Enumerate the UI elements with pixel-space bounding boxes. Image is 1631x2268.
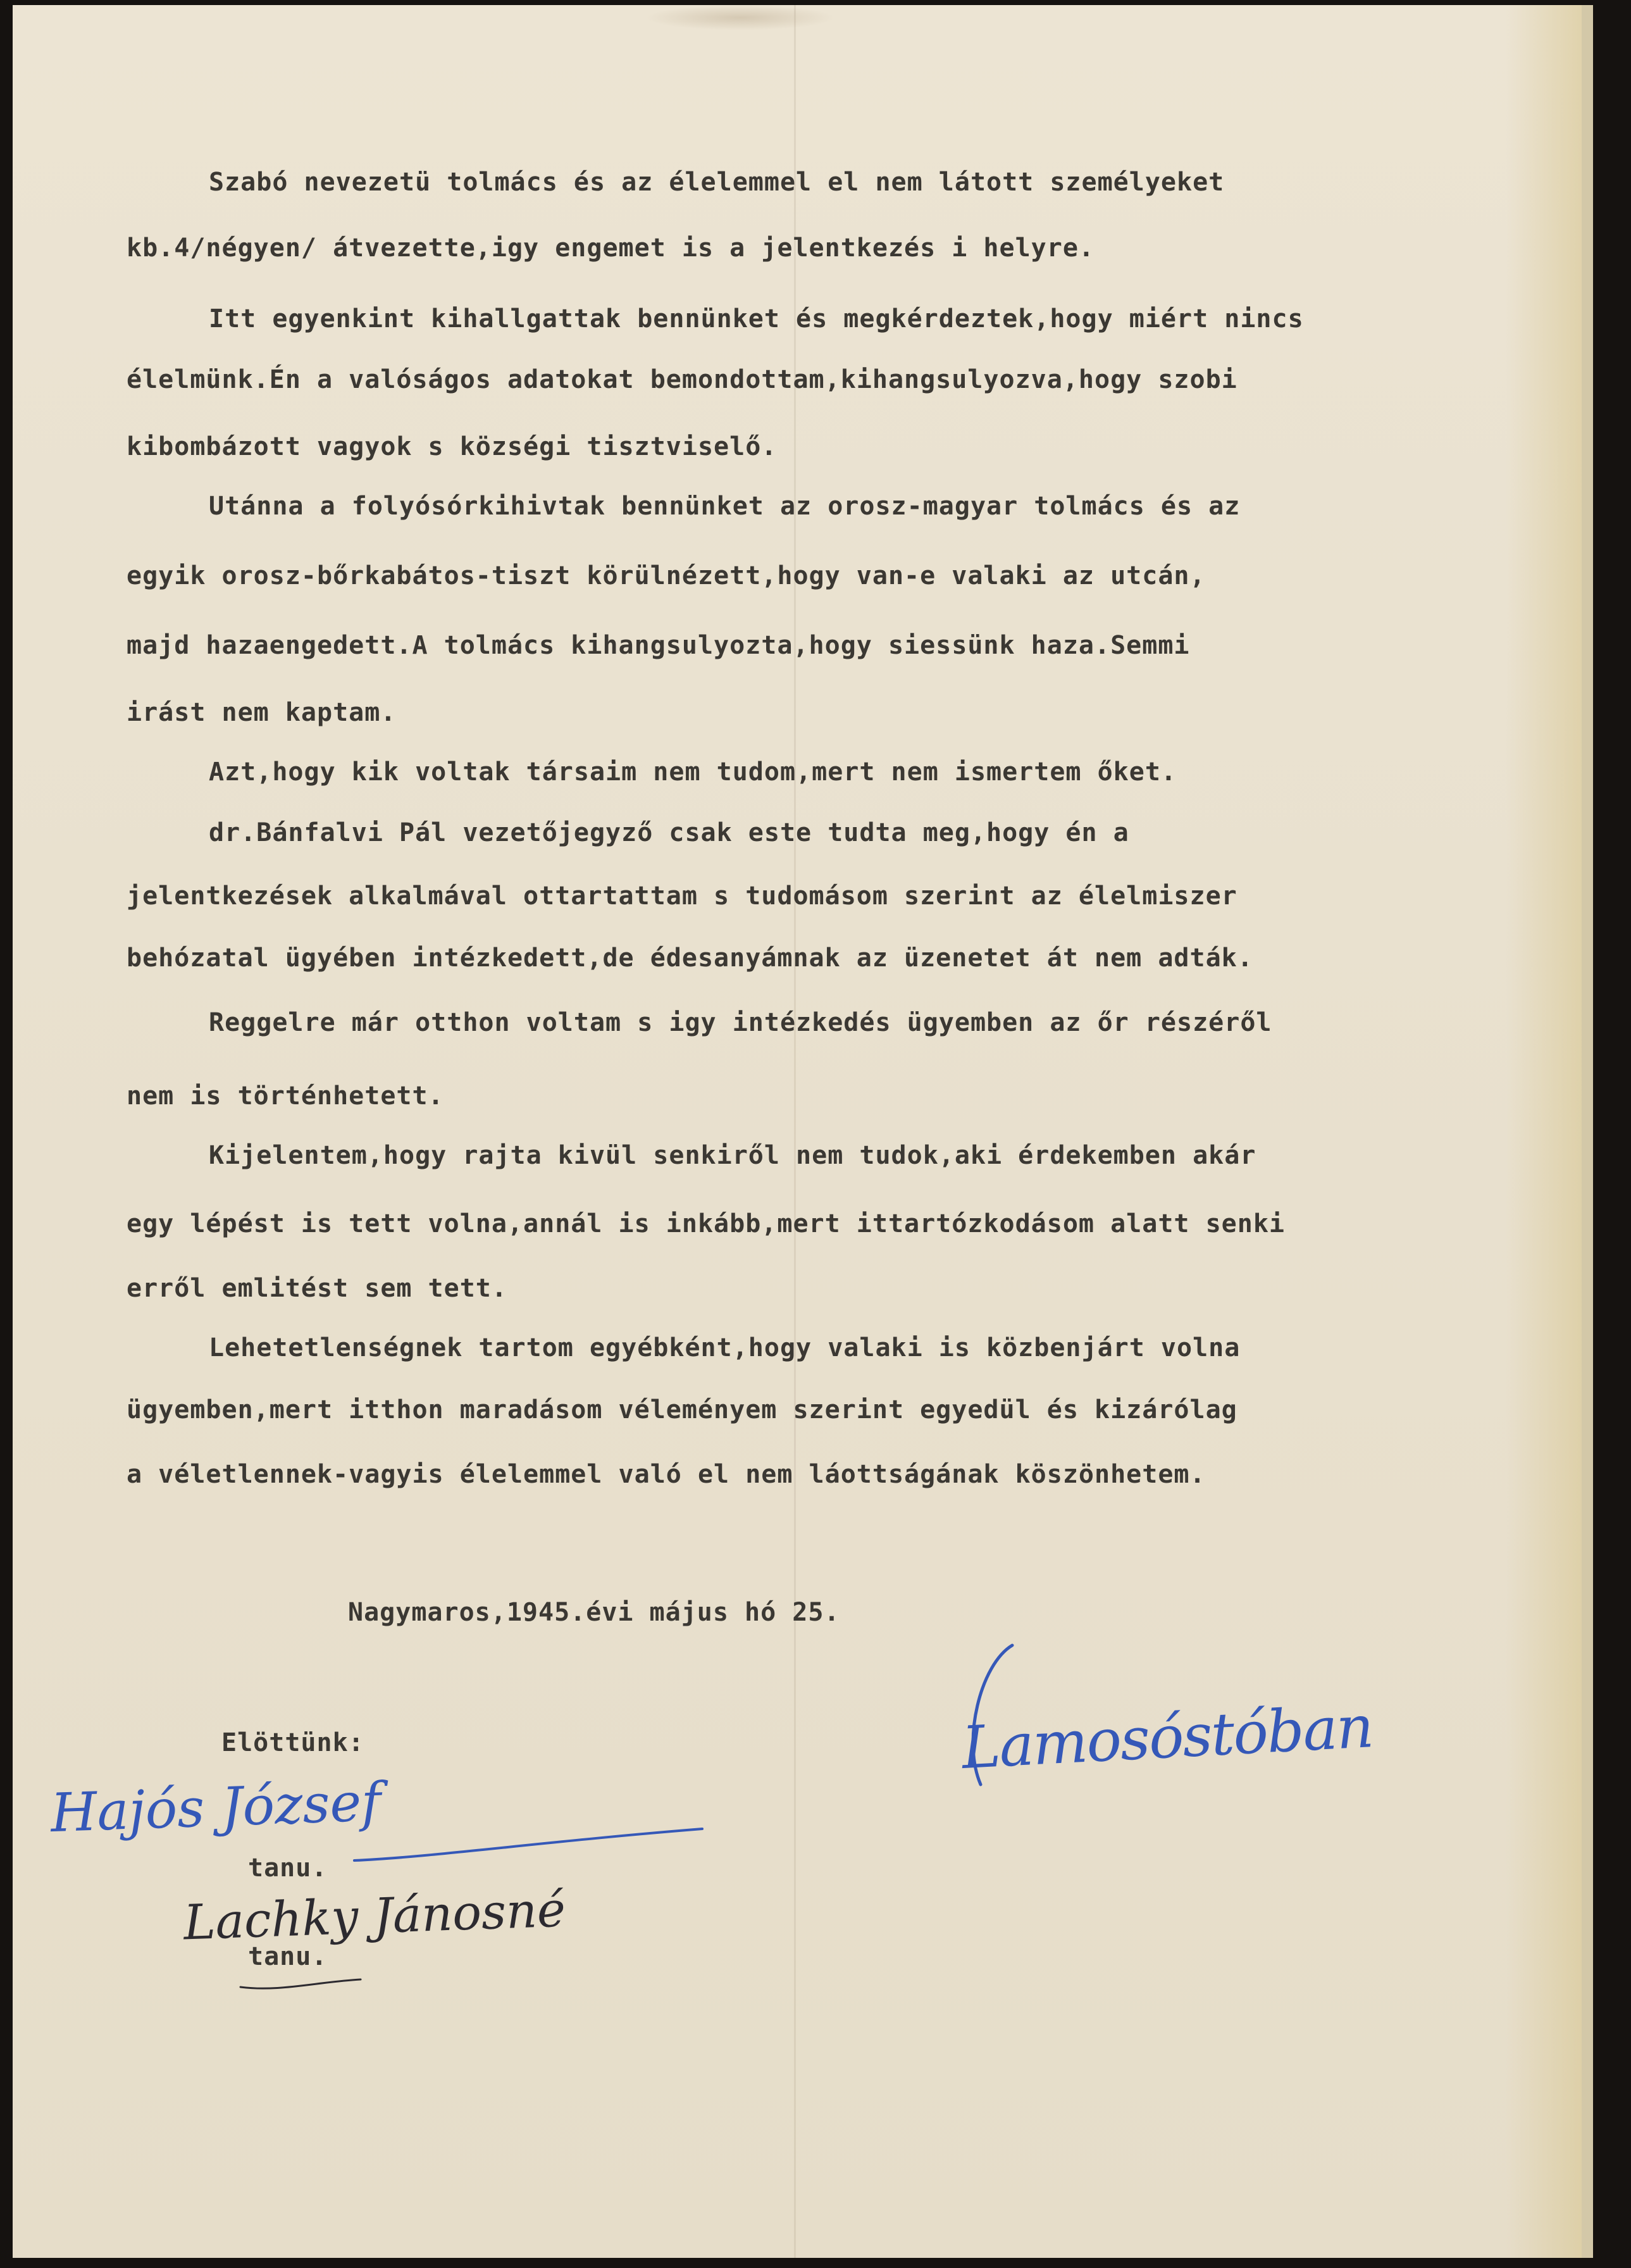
body-line-7: egyik orosz-bőrkabátos-tiszt körülnézett,hogy van-e valaki az utcán, <box>127 561 1206 590</box>
body-line-12: jelentkezések alkalmával ottartattam s tudomásom szerint az élelmiszer <box>127 882 1237 911</box>
body-line-1: Szabó nevezetü tolmács és az élelemmel el nem látott személyeket <box>209 168 1225 197</box>
body-line-10: Azt,hogy kik voltak társaim nem tudom,mert nem ismertem őket. <box>209 757 1177 787</box>
top-tear <box>645 5 835 30</box>
body-line-14: Reggelre már otthon voltam s igy intézkedés ügyemben az őr részéről <box>209 1008 1272 1037</box>
edge-stain <box>1506 5 1582 2258</box>
body-line-8: majd hazaengedett.A tolmács kihangsulyozta,hogy siessünk haza.Semmi <box>127 631 1190 660</box>
body-line-16: Kijelentem,hogy rajta kivül senkiről nem tudok,aki érdekemben akár <box>209 1141 1256 1170</box>
witness-1-underline <box>354 1822 709 1873</box>
witness-label-2: tanu. <box>248 1942 328 1971</box>
body-line-21: a véletlennek-vagyis élelemmel való el nem láottságának köszönhetem. <box>127 1460 1206 1489</box>
body-line-2: kb.4/négyen/ átvezette,igy engemet is a jelentkezés i helyre. <box>127 234 1095 263</box>
witness-1-signature: Hajós József <box>49 1770 382 1845</box>
body-line-3: Itt egyenkint kihallgattak bennünket és megkérdeztek,hogy miért nincs <box>209 304 1304 333</box>
body-line-18: erről emlitést sem tett. <box>127 1274 507 1303</box>
body-line-15: nem is történhetett. <box>127 1081 444 1111</box>
body-line-20: ügyemben,mert itthon maradásom véleményem szerint egyedül és kizárólag <box>127 1395 1237 1424</box>
body-line-11: dr.Bánfalvi Pál vezetőjegyző csak este tudta meg,hogy én a <box>209 818 1129 847</box>
witness-2-underline <box>240 1974 367 2000</box>
body-line-13: behózatal ügyében intézkedett,de édesanyámnak az üzenetet át nem adták. <box>127 944 1253 973</box>
body-line-9: irást nem kaptam. <box>127 698 397 727</box>
body-line-17: egy lépést is tett volna,annál is inkább,mert ittartózkodásom alatt senki <box>127 1209 1285 1238</box>
main-signature-stroke <box>936 1639 1126 1791</box>
fold-crease <box>794 5 796 2258</box>
witness-label-1: tanu. <box>248 1854 328 1883</box>
main-signature: Lamosóstóban <box>960 1693 1375 1782</box>
body-line-4: élelmünk.Én a valóságos adatokat bemondottam,kihangsulyozva,hogy szobi <box>127 365 1237 394</box>
date-line: Nagymaros,1945.évi május hó 25. <box>348 1598 840 1627</box>
body-line-5: kibombázott vagyok s községi tisztviselő. <box>127 432 778 461</box>
witness-2-signature: Lachky Jánosné <box>182 1881 567 1951</box>
body-line-6: Utánna a folyósórkihivtak bennünket az orosz-magyar tolmács és az <box>209 492 1241 521</box>
before-us-label: Elöttünk: <box>221 1728 364 1757</box>
body-line-19: Lehetetlenségnek tartom egyébként,hogy valaki is közbenjárt volna <box>209 1333 1241 1362</box>
